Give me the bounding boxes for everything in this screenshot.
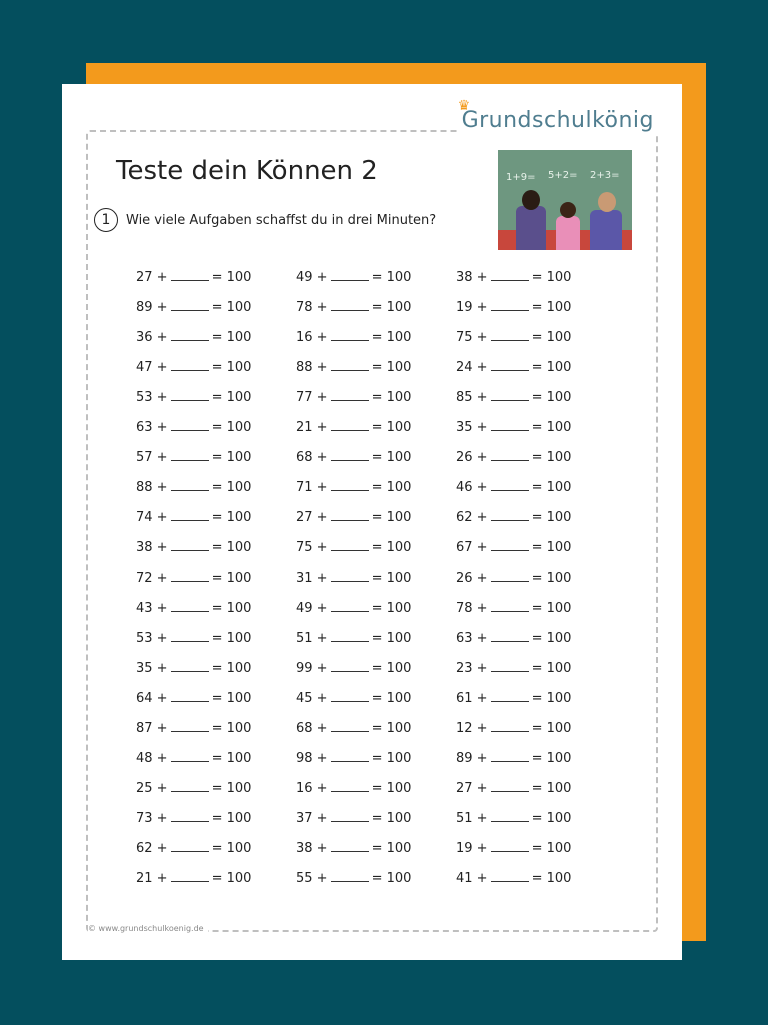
answer-blank[interactable]: [331, 540, 369, 551]
sum: 100: [386, 840, 412, 856]
exercise-item: 73 + = 100: [136, 810, 252, 826]
answer-blank[interactable]: [491, 571, 529, 582]
sum: 100: [386, 871, 412, 886]
crown-icon: ♛: [457, 98, 471, 114]
sum: 100: [226, 540, 252, 556]
addend: 43: [136, 600, 153, 616]
answer-blank[interactable]: [491, 871, 529, 882]
addend: 38: [456, 270, 473, 285]
addend: 21: [296, 420, 313, 436]
exercise-item: 68 + = 100: [296, 720, 412, 736]
sum: 100: [546, 810, 572, 826]
exercise-item: 51 + = 100: [456, 810, 572, 826]
exercise-item: 27 + = 100: [296, 510, 412, 526]
sum: 100: [546, 780, 572, 796]
board-mark: 5+2=: [548, 170, 578, 181]
addend: 16: [296, 330, 313, 346]
exercise-item: 24 + = 100: [456, 360, 572, 376]
exercise-item: 72 + = 100: [136, 570, 252, 586]
addend: 27: [136, 270, 153, 285]
sum: 100: [386, 510, 412, 526]
exercise-item: 48 + = 100: [136, 750, 252, 766]
addend: 19: [456, 840, 473, 856]
exercise-item: 41 + = 100: [456, 871, 572, 886]
answer-blank[interactable]: [171, 390, 209, 401]
exercise-item: 64 + = 100: [136, 690, 252, 706]
sum: 100: [226, 360, 252, 376]
answer-blank[interactable]: [331, 781, 369, 792]
answer-blank[interactable]: [491, 480, 529, 491]
exercise-item: 74 + = 100: [136, 510, 252, 526]
addend: 21: [136, 871, 153, 886]
sum: 100: [386, 750, 412, 766]
answer-blank[interactable]: [171, 540, 209, 551]
sum: 100: [546, 300, 572, 316]
exercise-item: 37 + = 100: [296, 810, 412, 826]
addend: 57: [136, 450, 153, 466]
answer-blank[interactable]: [331, 871, 369, 882]
answer-blank[interactable]: [331, 691, 369, 702]
answer-blank[interactable]: [171, 691, 209, 702]
answer-blank[interactable]: [331, 330, 369, 341]
addend: 16: [296, 780, 313, 796]
addend: 71: [296, 480, 313, 496]
child-figure: [556, 216, 580, 250]
sum: 100: [386, 660, 412, 676]
answer-blank[interactable]: [171, 571, 209, 582]
answer-blank[interactable]: [491, 601, 529, 612]
sum: 100: [546, 750, 572, 766]
addend: 53: [136, 390, 153, 406]
child-head: [598, 192, 616, 212]
classroom-photo: [498, 150, 632, 250]
answer-blank[interactable]: [171, 811, 209, 822]
answer-blank[interactable]: [331, 811, 369, 822]
exercise-item: 63 + = 100: [456, 630, 572, 646]
sum: 100: [546, 600, 572, 616]
addend: 49: [296, 600, 313, 616]
answer-blank[interactable]: [491, 300, 529, 311]
sum: 100: [226, 720, 252, 736]
exercise-item: 16 + = 100: [296, 780, 412, 796]
addend: 62: [456, 510, 473, 526]
exercise-item: 21 + = 100: [136, 871, 252, 886]
sum: 100: [546, 270, 572, 285]
answer-blank[interactable]: [331, 721, 369, 732]
exercise-item: 99 + = 100: [296, 660, 412, 676]
answer-blank[interactable]: [331, 480, 369, 491]
sum: 100: [226, 570, 252, 586]
exercise-item: 46 + = 100: [456, 480, 572, 496]
exercise-item: 35 + = 100: [136, 660, 252, 676]
board-mark: 1+9=: [506, 172, 536, 183]
exercise-item: 16 + = 100: [296, 330, 412, 346]
sum: 100: [386, 600, 412, 616]
exercise-item: 87 + = 100: [136, 720, 252, 736]
addend: 74: [136, 510, 153, 526]
answer-blank[interactable]: [331, 661, 369, 672]
task-text: Wie viele Aufgaben schaffst du in drei Minuten?: [126, 212, 437, 228]
exercise-item: 19 + = 100: [456, 300, 572, 316]
sum: 100: [546, 690, 572, 706]
answer-blank[interactable]: [171, 510, 209, 521]
exercise-item: 62 + = 100: [136, 840, 252, 856]
answer-blank[interactable]: [331, 841, 369, 852]
exercise-item: 89 + = 100: [136, 300, 252, 316]
answer-blank[interactable]: [491, 330, 529, 341]
sum: 100: [546, 450, 572, 466]
exercise-item: 61 + = 100: [456, 690, 572, 706]
exercise-item: 49 + = 100: [296, 270, 412, 285]
addend: 63: [136, 420, 153, 436]
answer-blank[interactable]: [331, 300, 369, 311]
exercise-item: 63 + = 100: [136, 420, 252, 436]
answer-blank[interactable]: [331, 510, 369, 521]
exercise-item: 23 + = 100: [456, 660, 572, 676]
addend: 78: [456, 600, 473, 616]
sum: 100: [226, 450, 252, 466]
answer-blank[interactable]: [491, 841, 529, 852]
addend: 88: [136, 480, 153, 496]
answer-blank[interactable]: [491, 540, 529, 551]
addend: 61: [456, 690, 473, 706]
addend: 68: [296, 450, 313, 466]
addend: 26: [456, 570, 473, 586]
addend: 27: [456, 780, 473, 796]
addend: 87: [136, 720, 153, 736]
exercise-item: 38 + = 100: [456, 270, 572, 285]
exercise-item: 27 + = 100: [456, 780, 572, 796]
sum: 100: [546, 720, 572, 736]
sum: 100: [546, 540, 572, 556]
addend: 89: [456, 750, 473, 766]
answer-blank[interactable]: [171, 300, 209, 311]
child-head: [522, 190, 540, 210]
exercise-item: 27 + = 100: [136, 270, 252, 285]
answer-blank[interactable]: [331, 270, 369, 281]
exercise-item: 43 + = 100: [136, 600, 252, 616]
addend: 35: [456, 420, 473, 436]
answer-blank[interactable]: [171, 841, 209, 852]
answer-blank[interactable]: [171, 871, 209, 882]
exercise-item: 21 + = 100: [296, 420, 412, 436]
sum: 100: [226, 840, 252, 856]
sum: 100: [386, 690, 412, 706]
sum: 100: [226, 810, 252, 826]
sum: 100: [226, 390, 252, 406]
addend: 55: [296, 871, 313, 886]
sum: 100: [226, 690, 252, 706]
addend: 53: [136, 630, 153, 646]
sum: 100: [226, 270, 252, 285]
sum: 100: [226, 510, 252, 526]
answer-blank[interactable]: [491, 510, 529, 521]
sum: 100: [546, 420, 572, 436]
addend: 51: [296, 630, 313, 646]
addend: 48: [136, 750, 153, 766]
answer-blank[interactable]: [491, 691, 529, 702]
answer-blank[interactable]: [171, 661, 209, 672]
answer-blank[interactable]: [491, 450, 529, 461]
footer-credit: © www.grundschulkoenig.de: [88, 924, 208, 933]
sum: 100: [546, 660, 572, 676]
addend: 24: [456, 360, 473, 376]
sum: 100: [386, 720, 412, 736]
answer-blank[interactable]: [171, 781, 209, 792]
sum: 100: [226, 660, 252, 676]
addend: 63: [456, 630, 473, 646]
sum: 100: [386, 570, 412, 586]
answer-blank[interactable]: [171, 480, 209, 491]
answer-blank[interactable]: [331, 450, 369, 461]
addend: 64: [136, 690, 153, 706]
sum: 100: [386, 330, 412, 346]
child-figure: [590, 210, 622, 250]
sum: 100: [386, 810, 412, 826]
answer-blank[interactable]: [171, 631, 209, 642]
answer-blank[interactable]: [171, 420, 209, 431]
exercise-item: 38 + = 100: [136, 540, 252, 556]
addend: 73: [136, 810, 153, 826]
sum: 100: [226, 780, 252, 796]
exercise-item: 19 + = 100: [456, 840, 572, 856]
exercise-item: 78 + = 100: [296, 300, 412, 316]
exercise-item: 62 + = 100: [456, 510, 572, 526]
addend: 12: [456, 720, 473, 736]
answer-blank[interactable]: [491, 721, 529, 732]
sum: 100: [226, 750, 252, 766]
brand-logo: [457, 98, 658, 133]
sum: 100: [546, 390, 572, 406]
exercise-item: 26 + = 100: [456, 570, 572, 586]
addend: 51: [456, 810, 473, 826]
addend: 85: [456, 390, 473, 406]
answer-blank[interactable]: [491, 631, 529, 642]
sum: 100: [386, 270, 412, 285]
addend: 89: [136, 300, 153, 316]
addend: 72: [136, 570, 153, 586]
exercise-item: 51 + = 100: [296, 630, 412, 646]
exercise-item: 31 + = 100: [296, 570, 412, 586]
addend: 49: [296, 270, 313, 285]
addend: 41: [456, 871, 473, 886]
addend: 27: [296, 510, 313, 526]
exercise-item: 75 + = 100: [296, 540, 412, 556]
exercise-item: 49 + = 100: [296, 600, 412, 616]
exercise-item: 88 + = 100: [136, 480, 252, 496]
answer-blank[interactable]: [171, 330, 209, 341]
exercise-item: 26 + = 100: [456, 450, 572, 466]
exercise-item: 25 + = 100: [136, 780, 252, 796]
answer-blank[interactable]: [171, 721, 209, 732]
answer-blank[interactable]: [491, 661, 529, 672]
exercise-item: 53 + = 100: [136, 390, 252, 406]
addend: 23: [456, 660, 473, 676]
addend: 75: [456, 330, 473, 346]
addend: 99: [296, 660, 313, 676]
addend: 26: [456, 450, 473, 466]
worksheet-title: Teste dein Können 2: [116, 156, 378, 186]
addend: 67: [456, 540, 473, 556]
sum: 100: [226, 330, 252, 346]
exercise-item: 98 + = 100: [296, 750, 412, 766]
addend: 75: [296, 540, 313, 556]
sum: 100: [386, 630, 412, 646]
sum: 100: [226, 300, 252, 316]
sum: 100: [226, 630, 252, 646]
child-figure: [516, 206, 546, 250]
exercise-item: 36 + = 100: [136, 330, 252, 346]
addend: 68: [296, 720, 313, 736]
addend: 37: [296, 810, 313, 826]
exercise-item: 67 + = 100: [456, 540, 572, 556]
addend: 47: [136, 360, 153, 376]
exercise-item: 53 + = 100: [136, 630, 252, 646]
exercise-item: 35 + = 100: [456, 420, 572, 436]
exercise-item: 89 + = 100: [456, 750, 572, 766]
answer-blank[interactable]: [491, 751, 529, 762]
addend: 77: [296, 390, 313, 406]
answer-blank[interactable]: [331, 601, 369, 612]
addend: 45: [296, 690, 313, 706]
sum: 100: [386, 480, 412, 496]
answer-blank[interactable]: [171, 270, 209, 281]
sum: 100: [546, 840, 572, 856]
sum: 100: [386, 450, 412, 466]
sum: 100: [546, 871, 572, 886]
answer-blank[interactable]: [331, 420, 369, 431]
sum: 100: [386, 780, 412, 796]
sum: 100: [386, 390, 412, 406]
sum: 100: [386, 420, 412, 436]
exercise-item: 71 + = 100: [296, 480, 412, 496]
answer-blank[interactable]: [171, 751, 209, 762]
sum: 100: [386, 360, 412, 376]
exercise-item: 85 + = 100: [456, 390, 572, 406]
sum: 100: [386, 540, 412, 556]
board-mark: 2+3=: [590, 170, 620, 181]
addend: 62: [136, 840, 153, 856]
addend: 98: [296, 750, 313, 766]
exercise-item: 77 + = 100: [296, 390, 412, 406]
addend: 78: [296, 300, 313, 316]
answer-blank[interactable]: [331, 631, 369, 642]
exercise-item: 47 + = 100: [136, 360, 252, 376]
sum: 100: [546, 360, 572, 376]
answer-blank[interactable]: [331, 571, 369, 582]
answer-blank[interactable]: [331, 360, 369, 371]
answer-blank[interactable]: [491, 781, 529, 792]
sum: 100: [546, 330, 572, 346]
sum: 100: [226, 600, 252, 616]
answer-blank[interactable]: [491, 420, 529, 431]
answer-blank[interactable]: [491, 811, 529, 822]
addend: 25: [136, 780, 153, 796]
exercise-item: 68 + = 100: [296, 450, 412, 466]
child-head: [560, 202, 576, 218]
answer-blank[interactable]: [491, 270, 529, 281]
answer-blank[interactable]: [171, 601, 209, 612]
brand-name: Grundschulkönig: [461, 108, 654, 133]
answer-blank[interactable]: [171, 450, 209, 461]
sum: 100: [546, 630, 572, 646]
sum: 100: [546, 480, 572, 496]
answer-blank[interactable]: [331, 751, 369, 762]
exercise-item: 55 + = 100: [296, 871, 412, 886]
addend: 35: [136, 660, 153, 676]
exercise-item: 57 + = 100: [136, 450, 252, 466]
task-number: 1: [94, 208, 118, 232]
answer-blank[interactable]: [491, 360, 529, 371]
exercise-item: 78 + = 100: [456, 600, 572, 616]
exercise-item: 12 + = 100: [456, 720, 572, 736]
exercise-item: 38 + = 100: [296, 840, 412, 856]
worksheet-page: [62, 84, 682, 960]
exercise-item: 75 + = 100: [456, 330, 572, 346]
addend: 46: [456, 480, 473, 496]
sum: 100: [386, 300, 412, 316]
addend: 88: [296, 360, 313, 376]
sum: 100: [546, 570, 572, 586]
answer-blank[interactable]: [491, 390, 529, 401]
exercise-item: 88 + = 100: [296, 360, 412, 376]
answer-blank[interactable]: [171, 360, 209, 371]
addend: 31: [296, 570, 313, 586]
sum: 100: [546, 510, 572, 526]
answer-blank[interactable]: [331, 390, 369, 401]
sum: 100: [226, 480, 252, 496]
sum: 100: [226, 871, 252, 886]
task-instruction: [94, 208, 436, 232]
addend: 19: [456, 300, 473, 316]
addend: 36: [136, 330, 153, 346]
sum: 100: [226, 420, 252, 436]
addend: 38: [136, 540, 153, 556]
addend: 38: [296, 840, 313, 856]
exercise-item: 45 + = 100: [296, 690, 412, 706]
